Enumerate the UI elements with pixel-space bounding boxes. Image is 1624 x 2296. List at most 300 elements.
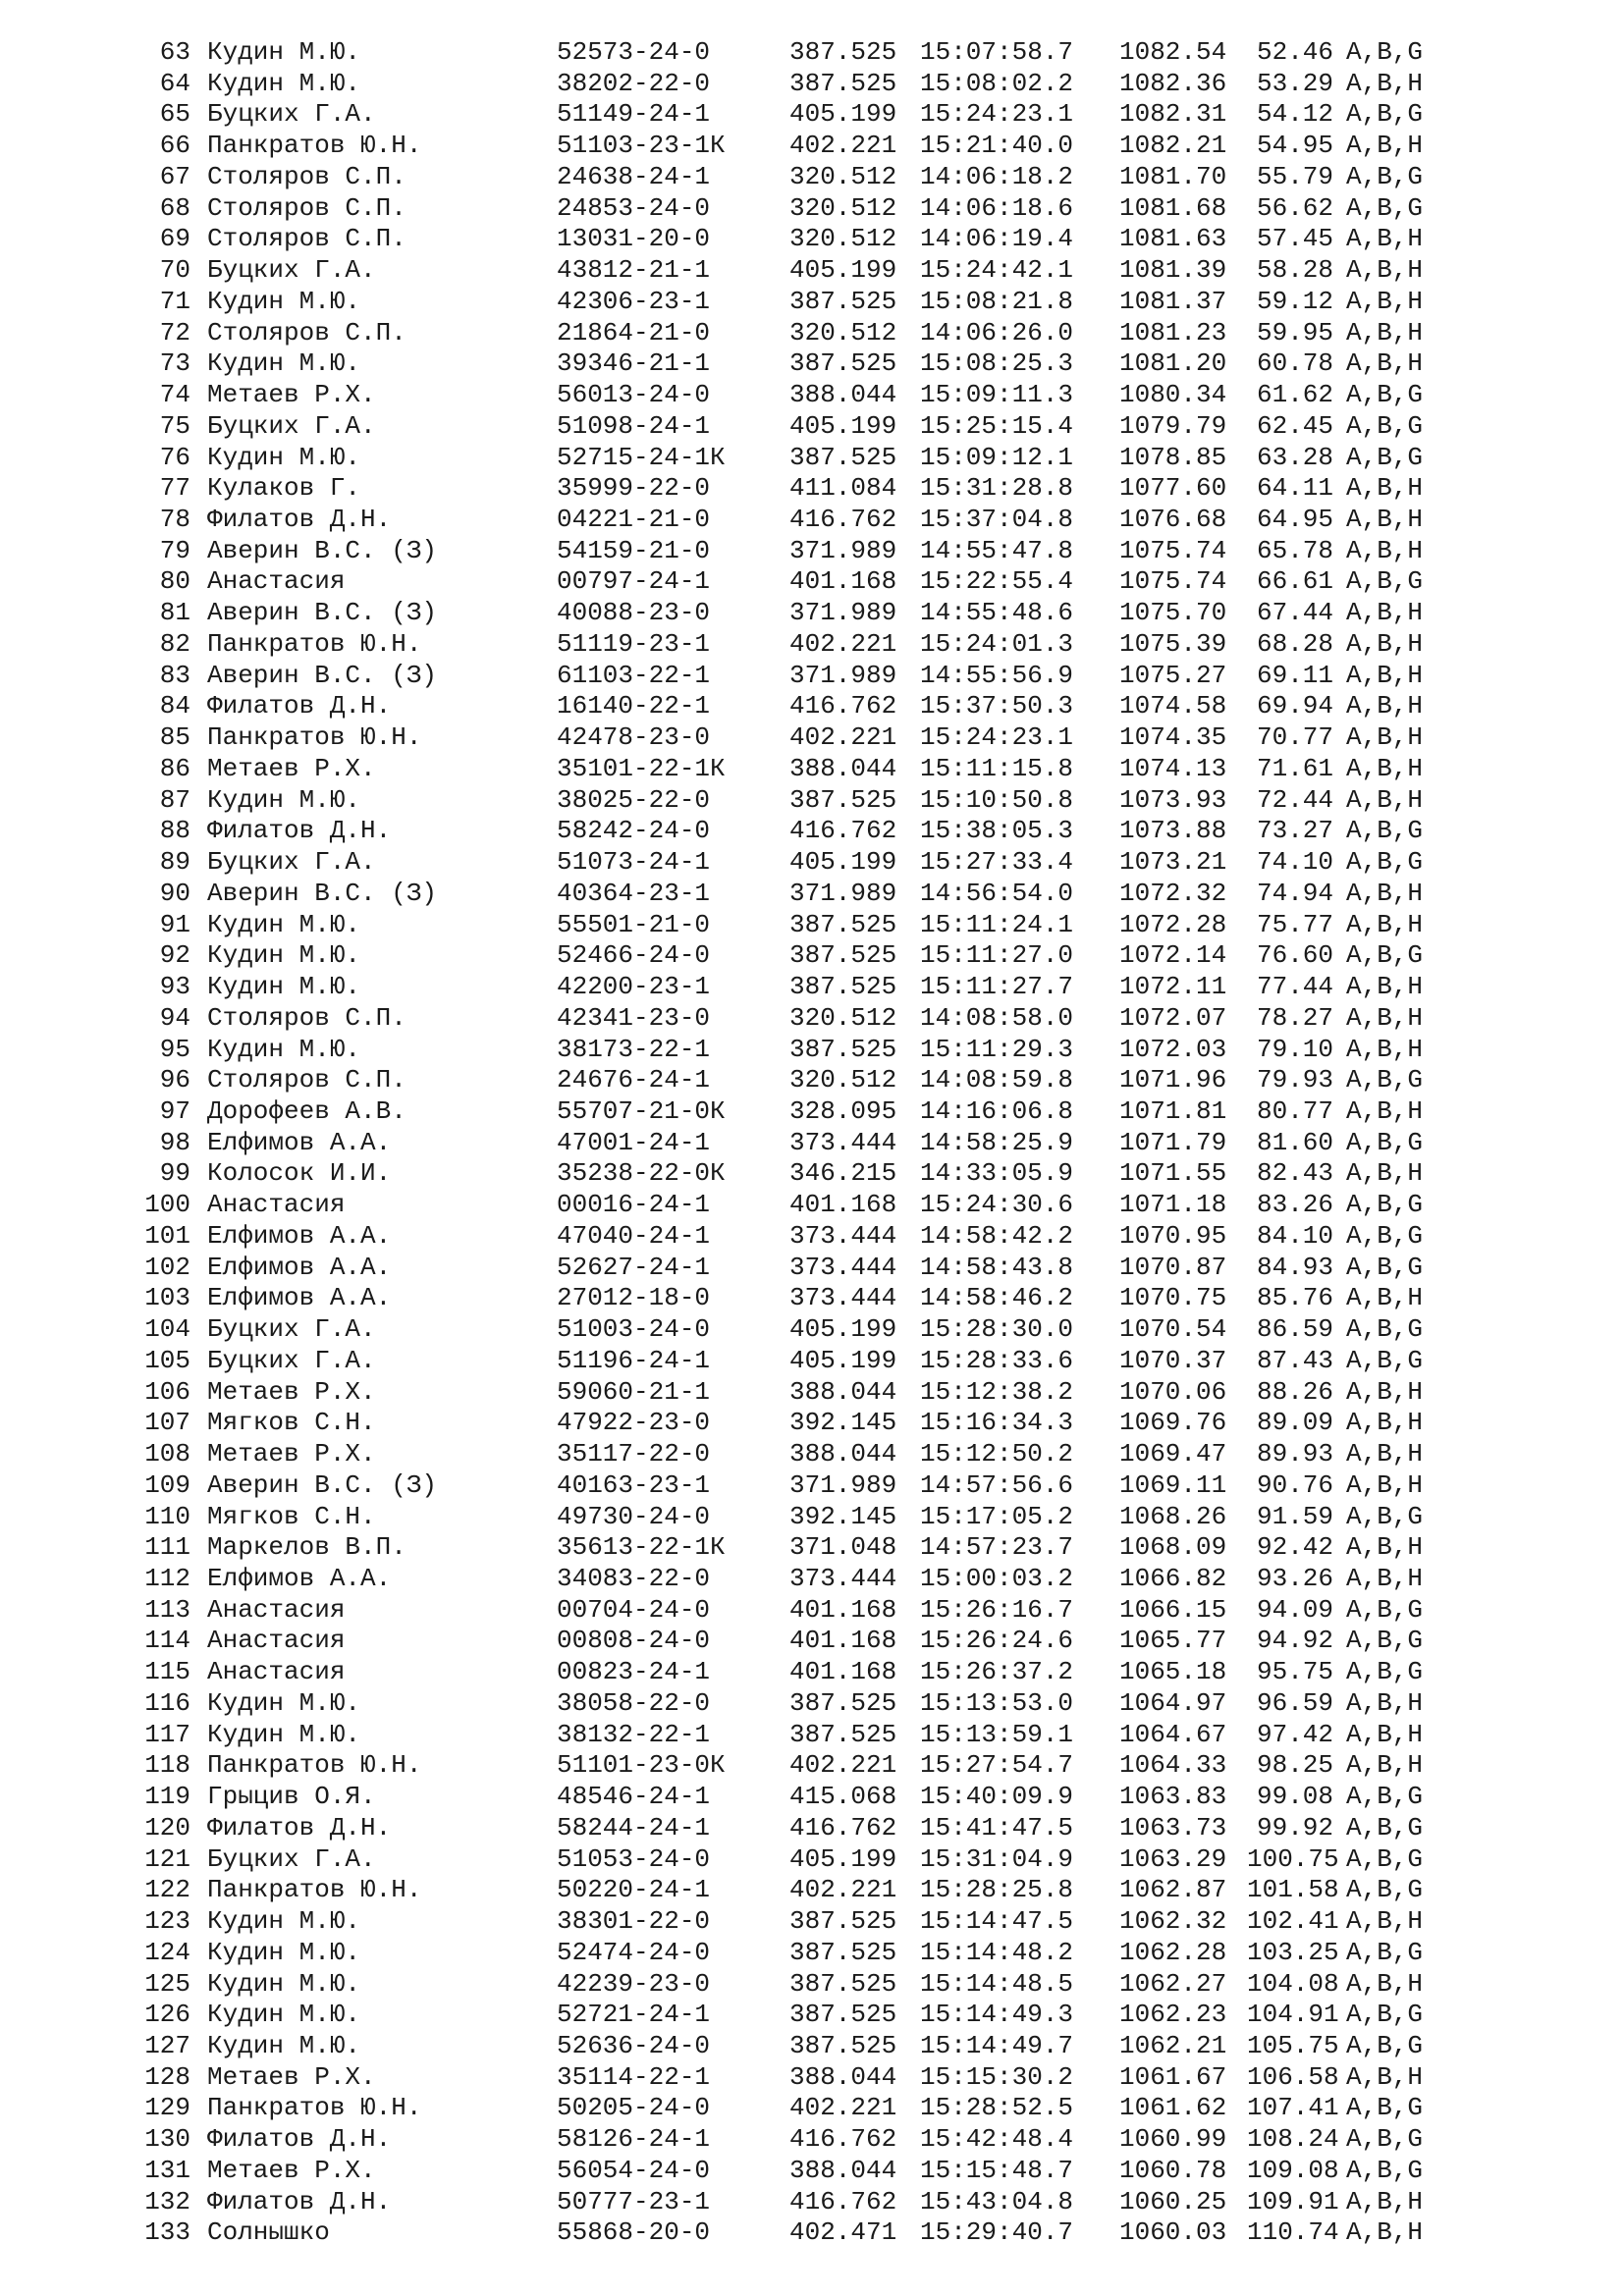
fancier-name: Анастасия: [207, 566, 346, 597]
ring-number: 34083-22-0: [557, 1563, 711, 1593]
arrival-time: 15:14:47.5: [920, 1906, 1074, 1937]
distance-km: 415.068: [789, 1782, 897, 1812]
coefficient: 70.77: [1256, 722, 1333, 753]
coefficient: 66.61: [1256, 566, 1333, 597]
arrival-time: 15:07:58.7: [920, 37, 1074, 67]
result-row: [0, 287, 1624, 318]
result-row: [0, 2000, 1624, 2031]
ring-number: 52573-24-0: [557, 37, 711, 67]
coefficient: 75.77: [1256, 909, 1333, 939]
place-number: 101: [144, 1220, 190, 1251]
ring-number: 00797-24-1: [557, 566, 711, 597]
distance-km: 320.512: [789, 1065, 897, 1095]
speed-value: 1075.39: [1119, 628, 1227, 659]
category-flags: A,B,H: [1346, 878, 1424, 908]
place-number: 107: [144, 1408, 190, 1438]
category-flags: A,B,G: [1346, 410, 1424, 441]
place-number: 121: [144, 1843, 190, 1874]
result-row: [0, 1096, 1624, 1128]
ring-number: 54159-21-0: [557, 535, 711, 565]
distance-km: 405.199: [789, 410, 897, 441]
coefficient: 57.45: [1256, 224, 1333, 254]
speed-value: 1062.23: [1119, 2000, 1227, 2030]
result-row: [0, 473, 1624, 505]
category-flags: A,B,H: [1346, 972, 1424, 1002]
fancier-name: Столяров С.П.: [207, 1002, 406, 1033]
speed-value: 1076.68: [1119, 505, 1227, 535]
ring-number: 24676-24-1: [557, 1065, 711, 1095]
fancier-name: Кудин М.Ю.: [207, 1687, 361, 1718]
result-row: [0, 1782, 1624, 1813]
category-flags: A,B,H: [1346, 286, 1424, 316]
fancier-name: Метаев Р.Х.: [207, 1376, 376, 1407]
category-flags: A,B,G: [1346, 1657, 1424, 1687]
result-row: [0, 754, 1624, 785]
speed-value: 1075.70: [1119, 598, 1227, 628]
arrival-time: 15:24:01.3: [920, 628, 1074, 659]
distance-km: 387.525: [789, 1937, 897, 1967]
distance-km: 387.525: [789, 1906, 897, 1937]
speed-value: 1081.39: [1119, 255, 1227, 286]
distance-km: 387.525: [789, 1968, 897, 1999]
fancier-name: Анастасия: [207, 1594, 346, 1625]
speed-value: 1071.55: [1119, 1158, 1227, 1189]
fancier-name: Аверин В.С. (З): [207, 535, 438, 565]
ring-number: 59060-21-1: [557, 1376, 711, 1407]
coefficient: 91.59: [1256, 1501, 1333, 1531]
category-flags: A,B,G: [1346, 2124, 1424, 2155]
fancier-name: Елфимов А.А.: [207, 1127, 392, 1157]
distance-km: 387.525: [789, 1034, 897, 1064]
result-row: [0, 661, 1624, 692]
speed-value: 1071.18: [1119, 1190, 1227, 1220]
distance-km: 416.762: [789, 2124, 897, 2155]
coefficient: 53.29: [1256, 68, 1333, 98]
arrival-time: 15:12:38.2: [920, 1376, 1074, 1407]
speed-value: 1079.79: [1119, 410, 1227, 441]
place-number: 89: [159, 847, 190, 878]
speed-value: 1073.21: [1119, 847, 1227, 878]
category-flags: A,B,G: [1346, 1252, 1424, 1282]
result-row: [0, 2156, 1624, 2187]
ring-number: 38173-22-1: [557, 1034, 711, 1064]
distance-km: 320.512: [789, 161, 897, 191]
category-flags: A,B,H: [1346, 535, 1424, 565]
speed-value: 1074.35: [1119, 722, 1227, 753]
result-row: [0, 1938, 1624, 1969]
arrival-time: 15:28:33.6: [920, 1345, 1074, 1375]
arrival-time: 15:28:30.0: [920, 1314, 1074, 1345]
ring-number: 51101-23-0К: [557, 1750, 726, 1781]
category-flags: A,B,H: [1346, 1158, 1424, 1189]
distance-km: 373.444: [789, 1127, 897, 1157]
ring-number: 47001-24-1: [557, 1127, 711, 1157]
distance-km: 405.199: [789, 1345, 897, 1375]
arrival-time: 15:11:27.0: [920, 940, 1074, 971]
distance-km: 416.762: [789, 691, 897, 721]
category-flags: A,B,G: [1346, 1220, 1424, 1251]
speed-value: 1063.73: [1119, 1812, 1227, 1842]
distance-km: 373.444: [789, 1252, 897, 1282]
distance-km: 402.221: [789, 628, 897, 659]
ring-number: 48546-24-1: [557, 1782, 711, 1812]
distance-km: 401.168: [789, 1626, 897, 1656]
ring-number: 16140-22-1: [557, 691, 711, 721]
place-number: 103: [144, 1283, 190, 1313]
arrival-time: 15:24:23.1: [920, 99, 1074, 130]
arrival-time: 15:41:47.5: [920, 1812, 1074, 1842]
result-row: [0, 1190, 1624, 1221]
arrival-time: 15:14:48.2: [920, 1937, 1074, 1967]
place-number: 93: [159, 972, 190, 1002]
place-number: 67: [159, 161, 190, 191]
ring-number: 50777-23-1: [557, 2186, 711, 2216]
place-number: 68: [159, 192, 190, 223]
coefficient: 99.08: [1256, 1782, 1333, 1812]
distance-km: 388.044: [789, 2155, 897, 2185]
speed-value: 1081.68: [1119, 192, 1227, 223]
place-number: 133: [144, 2217, 190, 2248]
coefficient: 104.91: [1247, 2000, 1339, 2030]
result-row: [0, 1221, 1624, 1253]
coefficient: 84.93: [1256, 1252, 1333, 1282]
fancier-name: Панкратов Ю.Н.: [207, 1875, 422, 1905]
category-flags: A,B,G: [1346, 1594, 1424, 1625]
distance-km: 387.525: [789, 784, 897, 815]
place-number: 106: [144, 1376, 190, 1407]
result-row: [0, 1969, 1624, 2001]
speed-value: 1071.79: [1119, 1127, 1227, 1157]
category-flags: A,B,H: [1346, 131, 1424, 161]
place-number: 72: [159, 317, 190, 347]
category-flags: A,B,H: [1346, 68, 1424, 98]
arrival-time: 15:27:33.4: [920, 847, 1074, 878]
result-row: [0, 411, 1624, 443]
distance-km: 402.221: [789, 1875, 897, 1905]
place-number: 118: [144, 1750, 190, 1781]
arrival-time: 15:13:53.0: [920, 1687, 1074, 1718]
place-number: 105: [144, 1345, 190, 1375]
category-flags: A,B,H: [1346, 505, 1424, 535]
ring-number: 56054-24-0: [557, 2155, 711, 2185]
fancier-name: Кулаков Г.: [207, 473, 361, 504]
arrival-time: 15:11:15.8: [920, 753, 1074, 783]
speed-value: 1066.15: [1119, 1594, 1227, 1625]
speed-value: 1062.28: [1119, 1937, 1227, 1967]
place-number: 122: [144, 1875, 190, 1905]
speed-value: 1072.11: [1119, 972, 1227, 1002]
fancier-name: Солнышко: [207, 2217, 330, 2248]
speed-value: 1071.81: [1119, 1095, 1227, 1126]
ring-number: 52474-24-0: [557, 1937, 711, 1967]
result-row: [0, 1065, 1624, 1096]
arrival-time: 14:58:46.2: [920, 1283, 1074, 1313]
ring-number: 51053-24-0: [557, 1843, 711, 1874]
ring-number: 47040-24-1: [557, 1220, 711, 1251]
arrival-time: 15:12:50.2: [920, 1439, 1074, 1469]
fancier-name: Филатов Д.Н.: [207, 1812, 392, 1842]
coefficient: 80.77: [1256, 1095, 1333, 1126]
result-row: [0, 847, 1624, 879]
ring-number: 51098-24-1: [557, 410, 711, 441]
arrival-time: 14:06:18.2: [920, 161, 1074, 191]
coefficient: 63.28: [1256, 442, 1333, 472]
coefficient: 74.10: [1256, 847, 1333, 878]
fancier-name: Елфимов А.А.: [207, 1283, 392, 1313]
speed-value: 1068.26: [1119, 1501, 1227, 1531]
coefficient: 95.75: [1256, 1657, 1333, 1687]
result-row: [0, 2031, 1624, 2062]
place-number: 63: [159, 37, 190, 67]
distance-km: 387.525: [789, 1719, 897, 1749]
fancier-name: Елфимов А.А.: [207, 1563, 392, 1593]
arrival-time: 15:15:48.7: [920, 2155, 1074, 2185]
coefficient: 99.92: [1256, 1812, 1333, 1842]
ring-number: 55868-20-0: [557, 2217, 711, 2248]
category-flags: A,B,H: [1346, 1469, 1424, 1500]
coefficient: 72.44: [1256, 784, 1333, 815]
category-flags: A,B,G: [1346, 99, 1424, 130]
coefficient: 59.12: [1256, 286, 1333, 316]
arrival-time: 15:09:12.1: [920, 442, 1074, 472]
ring-number: 38301-22-0: [557, 1906, 711, 1937]
arrival-time: 14:58:43.8: [920, 1252, 1074, 1282]
fancier-name: Анастасия: [207, 1657, 346, 1687]
speed-value: 1063.83: [1119, 1782, 1227, 1812]
result-row: [0, 972, 1624, 1003]
arrival-time: 15:26:37.2: [920, 1657, 1074, 1687]
fancier-name: Панкратов Ю.Н.: [207, 722, 422, 753]
category-flags: A,B,H: [1346, 348, 1424, 379]
distance-km: 371.989: [789, 535, 897, 565]
coefficient: 109.08: [1247, 2155, 1339, 2185]
fancier-name: Столяров С.П.: [207, 192, 406, 223]
coefficient: 65.78: [1256, 535, 1333, 565]
coefficient: 64.95: [1256, 505, 1333, 535]
speed-value: 1065.18: [1119, 1657, 1227, 1687]
speed-value: 1071.96: [1119, 1065, 1227, 1095]
result-row: [0, 910, 1624, 941]
coefficient: 85.76: [1256, 1283, 1333, 1313]
ring-number: 24638-24-1: [557, 161, 711, 191]
fancier-name: Буцких Г.А.: [207, 847, 376, 878]
coefficient: 55.79: [1256, 161, 1333, 191]
distance-km: 373.444: [789, 1563, 897, 1593]
arrival-time: 15:16:34.3: [920, 1408, 1074, 1438]
coefficient: 103.25: [1247, 1937, 1339, 1967]
distance-km: 392.145: [789, 1501, 897, 1531]
fancier-name: Кудин М.Ю.: [207, 909, 361, 939]
arrival-time: 15:40:09.9: [920, 1782, 1074, 1812]
result-row: [0, 2187, 1624, 2218]
speed-value: 1070.37: [1119, 1345, 1227, 1375]
arrival-time: 14:08:58.0: [920, 1002, 1074, 1033]
arrival-time: 15:11:27.7: [920, 972, 1074, 1002]
ring-number: 42239-23-0: [557, 1968, 711, 1999]
arrival-time: 15:14:49.7: [920, 2031, 1074, 2060]
distance-km: 405.199: [789, 99, 897, 130]
coefficient: 54.12: [1256, 99, 1333, 130]
arrival-time: 14:06:18.6: [920, 192, 1074, 223]
ring-number: 51073-24-1: [557, 847, 711, 878]
result-row: [0, 37, 1624, 69]
distance-km: 387.525: [789, 68, 897, 98]
fancier-name: Кудин М.Ю.: [207, 2000, 361, 2030]
speed-value: 1068.09: [1119, 1532, 1227, 1563]
speed-value: 1082.31: [1119, 99, 1227, 130]
distance-km: 387.525: [789, 909, 897, 939]
result-row: [0, 1253, 1624, 1284]
arrival-time: 15:24:30.6: [920, 1190, 1074, 1220]
distance-km: 402.221: [789, 722, 897, 753]
fancier-name: Филатов Д.Н.: [207, 816, 392, 846]
distance-km: 416.762: [789, 816, 897, 846]
category-flags: A,B,H: [1346, 1034, 1424, 1064]
coefficient: 83.26: [1256, 1190, 1333, 1220]
ring-number: 35999-22-0: [557, 473, 711, 504]
place-number: 111: [144, 1532, 190, 1563]
category-flags: A,B,H: [1346, 1408, 1424, 1438]
coefficient: 108.24: [1247, 2124, 1339, 2155]
distance-km: 387.525: [789, 286, 897, 316]
ring-number: 40163-23-1: [557, 1469, 711, 1500]
ring-number: 38202-22-0: [557, 68, 711, 98]
ring-number: 58126-24-1: [557, 2124, 711, 2155]
distance-km: 387.525: [789, 348, 897, 379]
speed-value: 1069.76: [1119, 1408, 1227, 1438]
speed-value: 1063.29: [1119, 1843, 1227, 1874]
arrival-time: 15:31:04.9: [920, 1843, 1074, 1874]
distance-km: 371.048: [789, 1532, 897, 1563]
place-number: 104: [144, 1314, 190, 1345]
result-row: [0, 1688, 1624, 1720]
arrival-time: 15:26:16.7: [920, 1594, 1074, 1625]
place-number: 75: [159, 410, 190, 441]
category-flags: A,B,H: [1346, 909, 1424, 939]
fancier-name: Буцких Г.А.: [207, 1314, 376, 1345]
coefficient: 67.44: [1256, 598, 1333, 628]
category-flags: A,B,H: [1346, 784, 1424, 815]
place-number: 99: [159, 1158, 190, 1189]
distance-km: 405.199: [789, 847, 897, 878]
coefficient: 77.44: [1256, 972, 1333, 1002]
arrival-time: 15:24:23.1: [920, 722, 1074, 753]
speed-value: 1060.25: [1119, 2186, 1227, 2216]
fancier-name: Панкратов Ю.Н.: [207, 131, 422, 161]
coefficient: 86.59: [1256, 1314, 1333, 1345]
distance-km: 402.221: [789, 131, 897, 161]
distance-km: 387.525: [789, 2000, 897, 2030]
arrival-time: 15:37:04.8: [920, 505, 1074, 535]
category-flags: A,B,H: [1346, 2217, 1424, 2248]
speed-value: 1065.77: [1119, 1626, 1227, 1656]
ring-number: 21864-21-0: [557, 317, 711, 347]
category-flags: A,B,H: [1346, 1376, 1424, 1407]
result-row: [0, 193, 1624, 225]
speed-value: 1075.74: [1119, 566, 1227, 597]
fancier-name: Кудин М.Ю.: [207, 784, 361, 815]
arrival-time: 15:11:29.3: [920, 1034, 1074, 1064]
result-row: [0, 1314, 1624, 1346]
category-flags: A,B,H: [1346, 2186, 1424, 2216]
fancier-name: Аверин В.С. (З): [207, 1469, 438, 1500]
result-row: [0, 1720, 1624, 1751]
result-row: [0, 318, 1624, 349]
ring-number: 35101-22-1К: [557, 753, 726, 783]
category-flags: A,B,G: [1346, 1345, 1424, 1375]
speed-value: 1082.54: [1119, 37, 1227, 67]
arrival-time: 15:15:30.2: [920, 2061, 1074, 2092]
coefficient: 89.09: [1256, 1408, 1333, 1438]
result-row: [0, 99, 1624, 131]
result-row: [0, 2062, 1624, 2094]
distance-km: 388.044: [789, 1439, 897, 1469]
coefficient: 101.58: [1247, 1875, 1339, 1905]
place-number: 102: [144, 1252, 190, 1282]
speed-value: 1081.20: [1119, 348, 1227, 379]
place-number: 109: [144, 1469, 190, 1500]
speed-value: 1081.37: [1119, 286, 1227, 316]
fancier-name: Кудин М.Ю.: [207, 68, 361, 98]
distance-km: 320.512: [789, 317, 897, 347]
speed-value: 1064.67: [1119, 1719, 1227, 1749]
fancier-name: Мягков С.Н.: [207, 1408, 376, 1438]
distance-km: 387.525: [789, 37, 897, 67]
category-flags: A,B,G: [1346, 1626, 1424, 1656]
coefficient: 79.93: [1256, 1065, 1333, 1095]
category-flags: A,B,H: [1346, 1719, 1424, 1749]
fancier-name: Панкратов Ю.Н.: [207, 628, 422, 659]
category-flags: A,B,G: [1346, 940, 1424, 971]
fancier-name: Буцких Г.А.: [207, 1843, 376, 1874]
category-flags: A,B,H: [1346, 691, 1424, 721]
result-row: [0, 505, 1624, 536]
ring-number: 49730-24-0: [557, 1501, 711, 1531]
coefficient: 74.94: [1256, 878, 1333, 908]
place-number: 96: [159, 1065, 190, 1095]
distance-km: 402.221: [789, 1750, 897, 1781]
place-number: 88: [159, 816, 190, 846]
coefficient: 82.43: [1256, 1158, 1333, 1189]
result-row: [0, 1906, 1624, 1938]
fancier-name: Кудин М.Ю.: [207, 37, 361, 67]
result-row: [0, 348, 1624, 380]
place-number: 76: [159, 442, 190, 472]
distance-km: 416.762: [789, 505, 897, 535]
place-number: 112: [144, 1563, 190, 1593]
place-number: 65: [159, 99, 190, 130]
category-flags: A,B,G: [1346, 1812, 1424, 1842]
category-flags: A,B,H: [1346, 255, 1424, 286]
fancier-name: Кудин М.Ю.: [207, 1968, 361, 1999]
results-list: [0, 37, 1624, 2249]
arrival-time: 15:37:50.3: [920, 691, 1074, 721]
ring-number: 27012-18-0: [557, 1283, 711, 1313]
speed-value: 1070.95: [1119, 1220, 1227, 1251]
distance-km: 320.512: [789, 1002, 897, 1033]
fancier-name: Метаев Р.Х.: [207, 2061, 376, 2092]
category-flags: A,B,H: [1346, 1687, 1424, 1718]
result-row: [0, 255, 1624, 287]
place-number: 71: [159, 286, 190, 316]
arrival-time: 14:16:06.8: [920, 1095, 1074, 1126]
speed-value: 1081.63: [1119, 224, 1227, 254]
coefficient: 76.60: [1256, 940, 1333, 971]
fancier-name: Панкратов Ю.Н.: [207, 1750, 422, 1781]
result-row: [0, 1502, 1624, 1533]
ring-number: 00704-24-0: [557, 1594, 711, 1625]
ring-number: 35114-22-1: [557, 2061, 711, 2092]
